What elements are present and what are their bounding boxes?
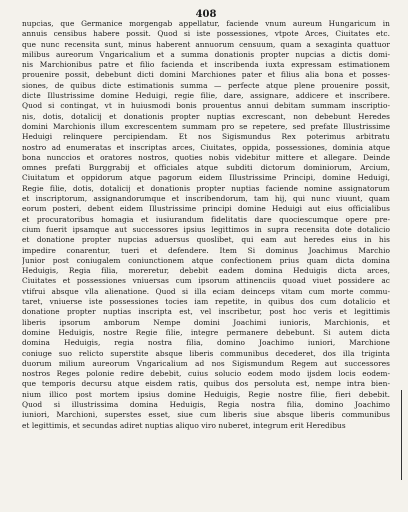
text-line: liberis ipsorum amborum Nempe domini Joachimi iunioris, Marchionis, et — [22, 317, 390, 327]
text-line: cium fuerit ipsamque aut successores ipsius legittimos in supra recensita dote dotalicio — [22, 224, 390, 234]
text-line: impedire conarentur, tueri et defendere. Item Si dominus Joachimus Marchio — [22, 245, 390, 255]
page-number: 408 — [195, 9, 217, 20]
text-line: et inscriptorum, assignandorumque et inscribendorum, tam hij, qui nunc viuunt, quam — [22, 194, 390, 204]
text-line: duorum milium aureorum Vngaricalium ad nos Sigismundum Regem aut successores — [22, 358, 390, 368]
text-line: coniuge suo relicto superstite absque liberis communibus decederet, dos illa triginta — [22, 348, 390, 358]
text-line: milibus aureorum Vngaricalium et a summa donationis propter nupcias a dictis domi- — [22, 49, 390, 59]
text-line: nis, dotis, dotalicij et donationis propter nuptias excrescant, non debebunt Heredes — [22, 111, 390, 121]
text-line: bona nunccios et oratores nostros, quoties nobis videbitur mittere et allegare. Deinde — [22, 152, 390, 162]
text-line: dicte Illustrissime domine Heduigi, regie filie, dare, assignare, addicere et inscribere. — [22, 91, 390, 101]
margin-rule — [401, 390, 402, 480]
text-line: domina Heduigis, regia nostra filia, domino Joachimo iuniori, Marchione — [22, 338, 390, 348]
text-line: Heduigis, Regia filia, moreretur, debebit eadem domina Heduigis dicta arces, — [22, 266, 390, 276]
text-line: Quod si contingat, vt in huiusmodi bonis prouentus annui debitam summam inscriptio- — [22, 101, 390, 111]
text-line: iuniori, Marchioni, superstes esset, siue cum liberis siue absque liberis communibus — [22, 410, 390, 420]
text-line: donatione propter nuptias inscripta est, vel inscribetur, post hoc veris et legittimis — [22, 307, 390, 317]
text-line: que temporis decursu atque eisdem ratis, quibus dos persoluta est, nempe intra bien- — [22, 379, 390, 389]
body-text — [22, 19, 390, 431]
text-line: domini Marchionis illum excrescentem summam pro se repetere, sed prefate Illustrissime — [22, 121, 390, 131]
text-line: que nunc recensita sunt, minus haberent annuorum censuum, quam a sexaginta quattuor — [22, 39, 390, 49]
text-line: vtifrui absque vlla alienatione. Quod si illa eciam deinceps vitam cum morte commu- — [22, 286, 390, 296]
text-line: Quod si illustrissima domina Heduigis, Regia nostra filia, domino Joachimo — [22, 399, 390, 409]
text-line: annuis censibus habere possit. Quod si iste possessiones, vtpote Arces, Ciuitates etc. — [22, 29, 390, 39]
text-line: nis Marchionibus patre et filio facienda et inscribenda iuxta expressam estimationem — [22, 60, 390, 70]
text-line: nupcias, que Germanice morgengab appellatur, faciende vnum aureum Hungaricum in — [22, 19, 390, 28]
text-line: nostros Reges polonie redire debebit, cuius solucio eodem modo ijsdem locis eodem- — [22, 369, 390, 379]
text-line: Ciuitatum et oppidorum atque pagorum eidem Illustrissime Principi, domine Heduigi, — [22, 173, 390, 183]
text-line: nium illico post mortem ipsius domine Heduigis, Regie nostre filie, fieri debebit. — [22, 389, 390, 399]
text-line: Ciuitates et possessiones vniuersas cum ipsorum attinenciis quoad viuet possidere ac — [22, 276, 390, 286]
text-line: Junior post coniugalem coniunctionem atque confectionem prius quam dicta domina — [22, 255, 390, 265]
text-line: nostro ad enumeratas et inscriptas arces, Ciuitates, oppida, possessiones, dominia atque — [22, 142, 390, 152]
text-line: Regie filie, dotis, dotalicij et donationis propter nuptias faciende nomine assignatorum — [22, 183, 390, 193]
text-line: et donatione propter nupcias aduersus quoslibet, qui eam aut heredes eius in his — [22, 235, 390, 245]
text-line: prouenire possit, debebunt dicti domini Marchiones pater et filius alia bona et posses- — [22, 70, 390, 80]
text-line: et procuratoribus homagia et iusiurandum fidelitatis dare quociescumque opere pre- — [22, 214, 390, 224]
text-line: siones, de quibus dicte estimationis summa — perfecte atque plene prouenire possit, — [22, 80, 390, 90]
text-line: domine Heduigis, nostre Regie filie, integre permanere debebunt. Si autem dicta — [22, 327, 390, 337]
text-line: et legittimis, et secundas adiret nuptias aliquo viro nuberet, integrum erit Heredibus — [22, 420, 346, 430]
text-line: omnes prefati Burggrabij et officiales atque subditi dictorum dominiorum, Arcium, — [22, 163, 390, 173]
text-line: eorum posteri, debent eidem Illustrissime principi domine Heduigi aut eius officialibus — [22, 204, 390, 214]
text-line: Heduigi relinquere percipiendam. Et nos Sigismundus Rex poterimus arbitratu — [22, 132, 390, 142]
text-line: taret, vniuerse iste possessiones tocies iam repetite, in quibus dos cum dotalicio et — [22, 297, 390, 307]
